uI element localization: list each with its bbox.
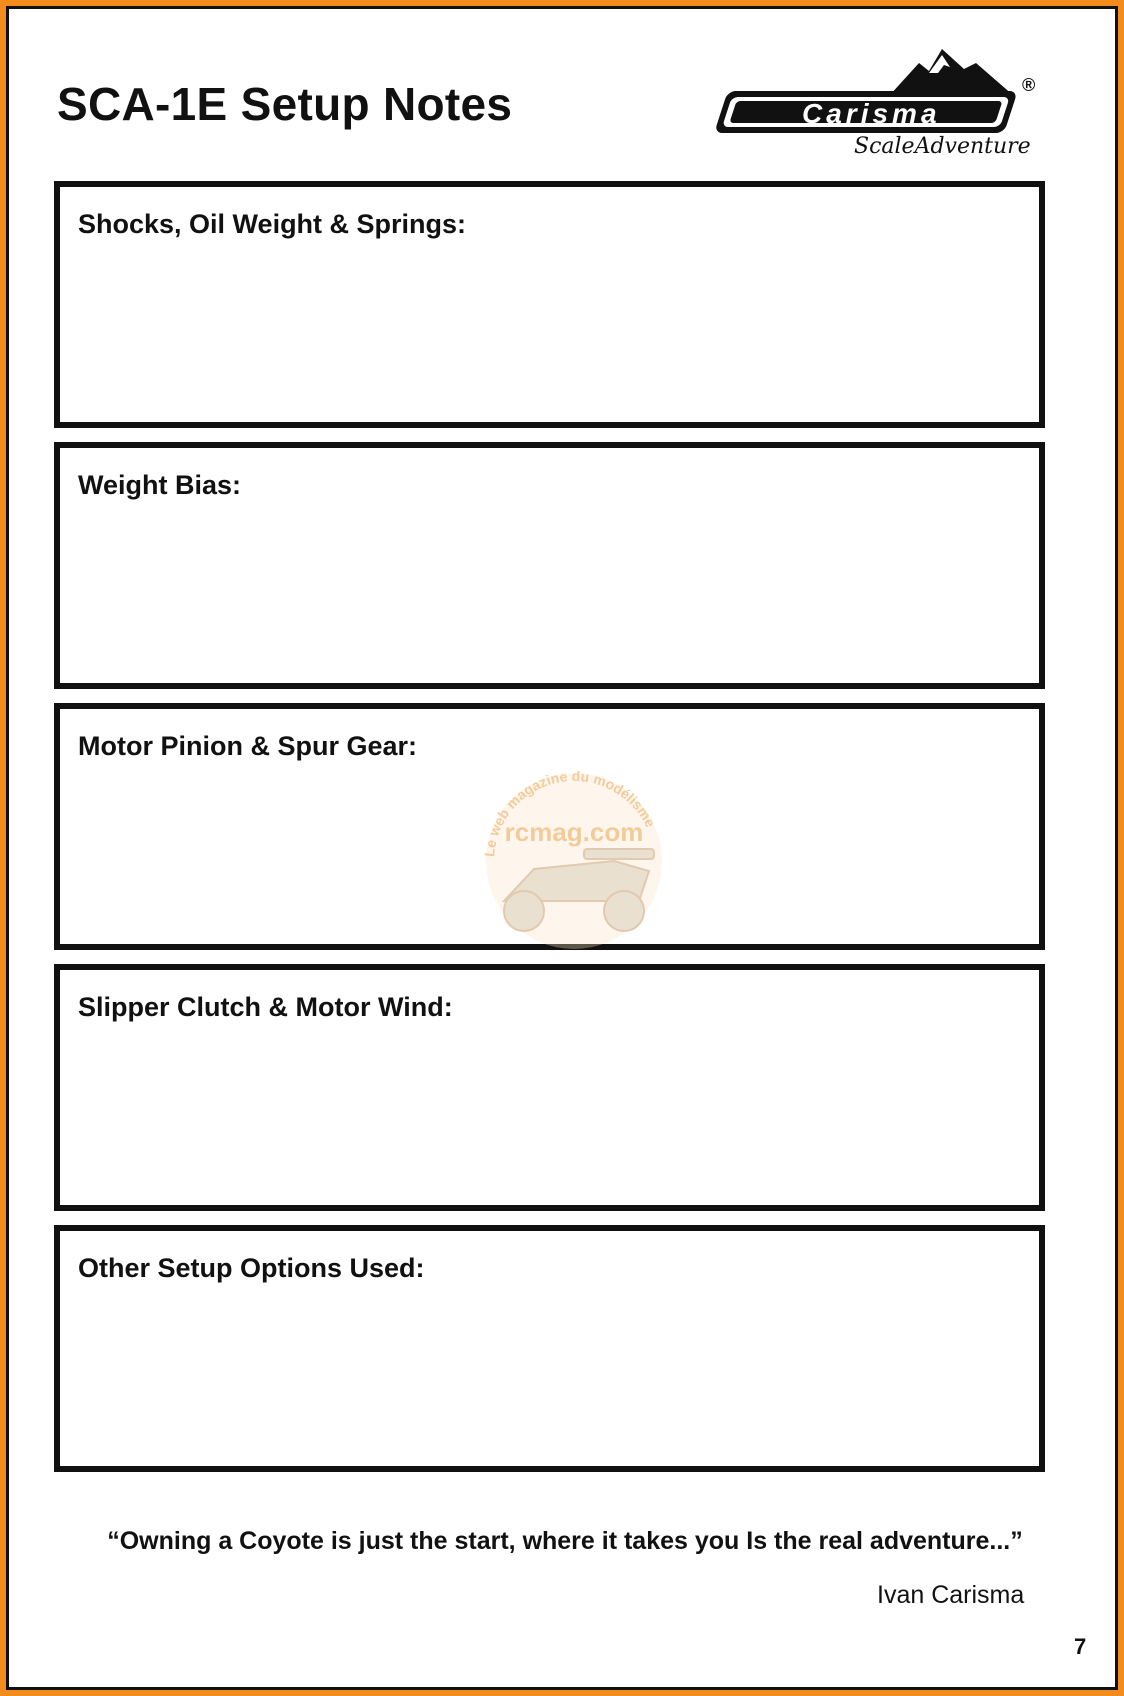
section-label: Weight Bias:	[78, 470, 242, 500]
notes-box-other-options	[54, 1225, 1045, 1472]
closing-quote: “Owning a Coyote is just the start, where it takes you Is the real adventure...”	[107, 1527, 1023, 1555]
notes-box-slipper-clutch	[54, 964, 1045, 1211]
logo-tagline: ScaleAdventure	[854, 134, 1031, 159]
quote-author: Ivan Carisma	[877, 1581, 1025, 1609]
notes-box-weight-bias	[54, 442, 1045, 689]
section-label: Motor Pinion & Spur Gear:	[78, 731, 418, 761]
page-number: 7	[1074, 1634, 1087, 1659]
document-page	[6, 6, 1118, 1690]
mountain-icon	[889, 49, 1014, 96]
watermark-site-text: rcmag.com	[504, 817, 644, 847]
page-title: SCA-1E Setup Notes	[57, 78, 513, 130]
registered-mark: ®	[1022, 75, 1036, 95]
section-label: Shocks, Oil Weight & Springs:	[78, 209, 467, 239]
watermark-arc-text: Le web magazine du modélisme	[481, 767, 659, 858]
carisma-logo	[714, 41, 1076, 161]
section-label: Slipper Clutch & Motor Wind:	[78, 992, 453, 1022]
rcmag-watermark	[464, 751, 684, 961]
section-label: Other Setup Options Used:	[78, 1253, 425, 1283]
logo-brand-text: Carisma	[802, 98, 941, 129]
notes-box-shocks	[54, 181, 1045, 428]
